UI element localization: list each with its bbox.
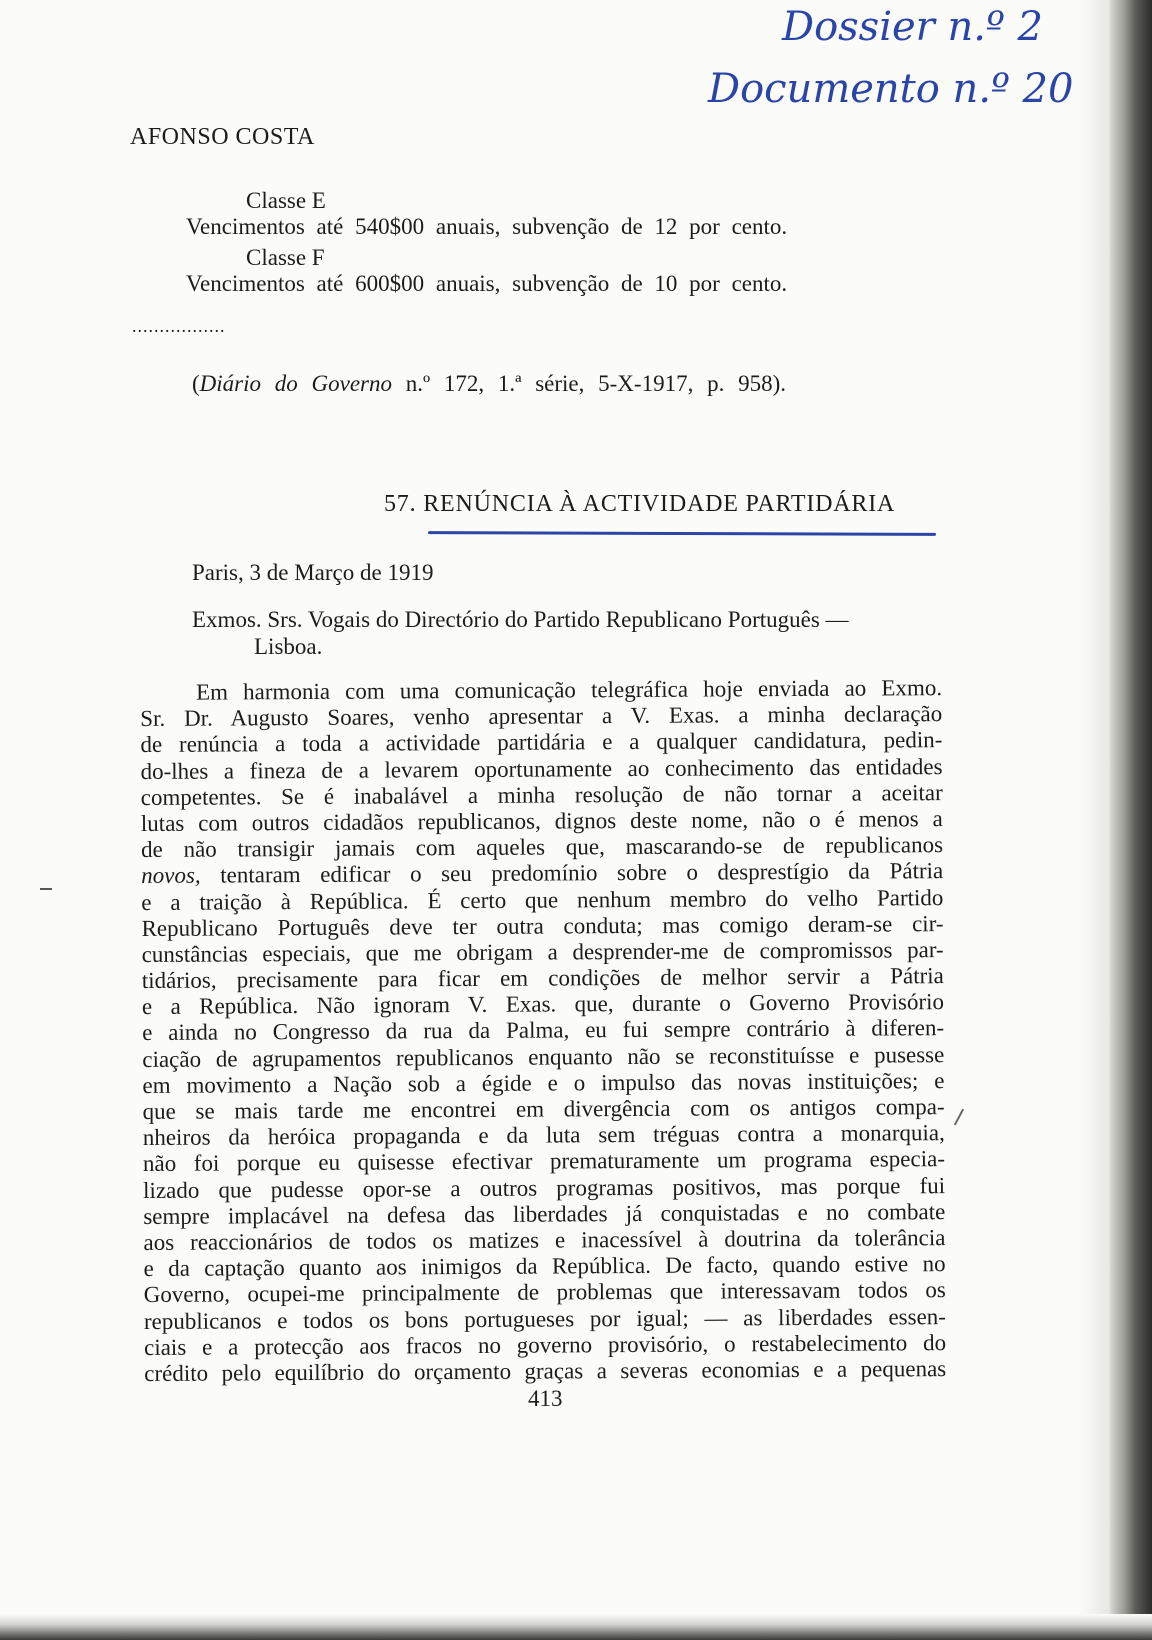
handwritten-dossier-note: Dossier n.º 2 bbox=[782, 4, 1043, 50]
letter-line: ciais e a protecção aos fracos no governo provisório, o restabelecimento do bbox=[143, 1329, 947, 1360]
book-binding-edge bbox=[1110, 0, 1152, 1640]
letter-line: Republicano Português deve ter outra conduta; mas comigo deram-se cir- bbox=[141, 910, 944, 941]
letter-line: aos reaccionários de todos os matizes e inacessível à doutrina da tolerância bbox=[143, 1225, 946, 1255]
margin-mark bbox=[954, 1109, 964, 1126]
page-number: 413 bbox=[528, 1386, 563, 1411]
letter-line: de renúncia a toda a actividade partidária e a qualquer candidatura, pedin- bbox=[140, 727, 943, 758]
letter-line: ciação de agrupamentos republicanos enquanto não se reconstituísse e pusesse bbox=[142, 1041, 945, 1072]
classe-e-label: Classe E bbox=[246, 188, 326, 213]
letter-line: Sr. Dr. Augusto Soares, venho apresentar a V. Exas. a minha declaração bbox=[140, 701, 943, 732]
citation-details: n.º 172, 1.ª série, 5-X-1917, p. 958). bbox=[392, 371, 786, 396]
letter-line: do-lhes a fineza de a levarem oportunamente ao conhecimento das entidades bbox=[140, 753, 943, 784]
letter-line: tidários, precisamente para ficar em condições de melhor servir a Pátria bbox=[141, 963, 944, 994]
letter-line: e a República. Não ignoram V. Exas. que, durante o Governo Provisório bbox=[141, 989, 945, 1020]
page-bottom-edge bbox=[0, 1614, 1152, 1640]
letter-line: lizado que pudesse opor-se a outros programas positivos, mas porque fui bbox=[143, 1172, 946, 1203]
handwritten-underline bbox=[428, 531, 936, 536]
letter-line: lutas com outros cidadãos republicanos, dignos deste nome, não o é menos a bbox=[140, 806, 943, 836]
letter-line: e a traição à República. É certo que nenhum membro do velho Partido bbox=[141, 884, 944, 915]
classe-f-label: Classe F bbox=[246, 245, 325, 270]
journal-title: Diário do Governo bbox=[199, 371, 392, 396]
classe-f-text: Vencimentos até 600$00 anuais, subvenção de 10 por cento. bbox=[186, 271, 788, 296]
omission-ellipsis: ................. bbox=[132, 316, 226, 336]
letter-line: não foi porque eu quisesse efectivar prematuramente um programa especia- bbox=[142, 1146, 946, 1177]
letter-line: republicanos e todos os bons portugueses por igual; — as liberdades essen- bbox=[143, 1303, 946, 1334]
binding-shadow bbox=[1080, 0, 1110, 1640]
letter-line: e ainda no Congresso da rua da Palma, eu fui sempre contrário à diferen- bbox=[142, 1015, 945, 1046]
section-number: 57. bbox=[384, 491, 417, 517]
letter-line: crédito pelo equilíbrio do orçamento graças a severas economias e a pequenas bbox=[144, 1355, 947, 1386]
letter-line: Governo, ocupei-me principalmente de problemas que interessavam todos os bbox=[143, 1277, 946, 1308]
section-heading bbox=[384, 491, 895, 518]
letter-body bbox=[140, 675, 946, 1387]
letter-line: Em harmonia com uma comunicação telegráfica hoje enviada ao Exmo. bbox=[195, 675, 943, 705]
emphasis: novos, bbox=[141, 862, 201, 889]
letter-line: cunstâncias especiais, que me obrigam a desprender-me de compromissos par- bbox=[141, 936, 944, 967]
letter-dateline: Paris, 3 de Março de 1919 bbox=[192, 560, 434, 585]
classe-e-text: Vencimentos até 540$00 anuais, subvenção de 12 por cento. bbox=[186, 214, 788, 239]
margin-mark bbox=[40, 888, 52, 890]
source-citation: (Diário do Governo n.º 172, 1.ª série, 5-X-1917, p. 958). bbox=[192, 371, 786, 396]
letter-addressee-line1: Exmos. Srs. Vogais do Directório do Partido Republicano Português — bbox=[192, 607, 849, 632]
letter-addressee-line2: Lisboa. bbox=[254, 634, 323, 659]
section-title: RENÚNCIA À ACTIVIDADE PARTIDÁRIA bbox=[423, 491, 896, 517]
letter-line: competentes. Se é inabalável a minha resolução de não tornar a aceitar bbox=[140, 779, 943, 810]
letter-line: nheiros da heróica propaganda e da luta sem tréguas contra a monarquia, bbox=[142, 1120, 945, 1151]
letter-line: novos, tentaram edificar o seu predomínio sobre o desprestígio da Pátria bbox=[141, 858, 944, 889]
letter-line: em movimento a Nação sob a égide e o impulso das novas instituições; e bbox=[142, 1067, 945, 1098]
letter-line: de não transigir jamais com aqueles que, mascarando-se de republicanos bbox=[140, 832, 944, 863]
letter-line: que se mais tarde me encontrei em divergência com os antigos compa- bbox=[142, 1094, 945, 1124]
letter-line: sempre implacável na defesa das liberdades já conquistadas e no combate bbox=[143, 1198, 946, 1229]
handwritten-document-note: Documento n.º 20 bbox=[708, 66, 1074, 112]
running-head: AFONSO COSTA bbox=[130, 124, 315, 150]
letter-line: e da captação quanto aos inimigos da República. De facto, quando estive no bbox=[143, 1251, 946, 1282]
